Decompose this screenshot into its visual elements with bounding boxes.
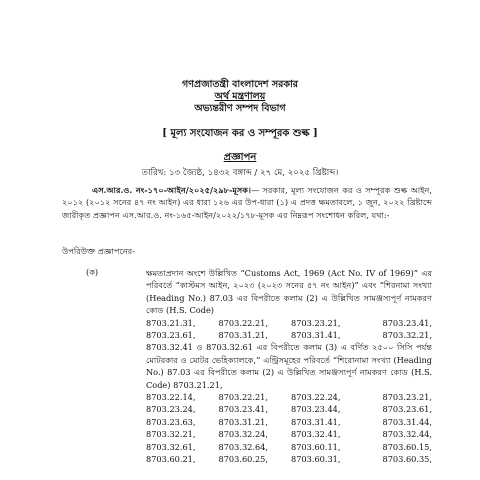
hs-code: 8703.22.21,	[218, 317, 268, 328]
hs-code-grid-a	[146, 317, 432, 342]
item-tail: 8703.32.41 ও 8703.32.61 এর বিপরীতে কলাম (3) এ বর্ণিত ২৫০০ সিসি পর্যন্ত মোটরকার ও মোটর ভেহিক্যালকে,” এন্ট্রিসমূহের পরিবর্তে “শিরোনামা সংখ্যা (Heading No.) 87.03 এর বিপরীতে কলাম (2) এ উল্লিখিত সামঞ্জস্যপূর্ণ নামকরণ কোড (H.S. Code) 8703.21.21,	[146, 342, 432, 390]
hs-code: 8703.22.21,	[218, 392, 268, 403]
hs-code: 8703.60.15,	[382, 441, 432, 452]
sro-number: এস.আর.ও. নং-১৭০-আইন/২০২৫/২৯৮-মূসক।	[92, 185, 251, 195]
hs-code: 8703.32.21,	[382, 330, 432, 341]
division-title: অভ্যন্তরীণ সম্পদ বিভাগ	[194, 103, 286, 114]
hs-code: 8703.31.21,	[218, 330, 268, 341]
hs-code: 8703.31.41,	[291, 330, 341, 341]
section-title: [ মূল্য সংযোজন কর ও সম্পূরক শুল্ক ]	[162, 128, 318, 139]
hs-code: 8703.32.61,	[146, 441, 196, 452]
hs-code: 8703.32.64,	[218, 441, 268, 452]
hs-code: 8703.22.14,	[146, 392, 196, 403]
item-marker: (ক)	[86, 267, 99, 277]
hs-code: 8703.23.24,	[146, 404, 196, 415]
hs-code: 8703.60.31,	[291, 454, 341, 465]
hs-code: 8703.31.21,	[218, 416, 268, 427]
govt-title: গণপ্রজাতন্ত্রী বাংলাদেশ সরকার	[182, 79, 298, 90]
hs-code: 8703.23.21,	[291, 317, 341, 328]
hs-code: 8703.31.41,	[291, 416, 341, 427]
hs-code: 8703.32.44,	[382, 429, 432, 440]
hs-code: 8703.32.24,	[218, 429, 268, 440]
hs-code: 8703.23.61,	[382, 404, 432, 415]
hs-code: 8703.60.21,	[146, 454, 196, 465]
hs-code: 8703.31.44,	[382, 416, 432, 427]
hs-code: 8703.32.41,	[291, 429, 341, 440]
notice-type: প্রজ্ঞাপন	[223, 152, 257, 163]
upari-line: উপরিউক্ত প্রজ্ঞাপনের-	[62, 246, 136, 256]
hs-code: 8703.60.25,	[218, 454, 268, 465]
hs-code: 8703.22.24,	[291, 392, 341, 403]
hs-code: 8703.60.35,	[382, 454, 432, 465]
hs-code: 8703.23.21,	[382, 392, 432, 403]
item-ka-body	[146, 267, 432, 466]
item-intro: ক্ষমতাপ্রদান অংশে উল্লিখিত “Customs Act, 1969 (Act No. IV of 1969)” এর পরিবর্তে “কাস্টমস আইন, ২০২৩ (২০২৩ সনের ৫৭ নং আইন)” এবং “শিরনামা সংখ্যা (Heading No.) 87.03 এর বিপরীতে কলাম (2) এ উল্লিখিত সামঞ্জস্যপূর্ণ নামকরণ কোড (H.S. Code)	[146, 268, 432, 316]
hs-code: 8703.23.44,	[291, 404, 341, 415]
hs-code: 8703.21.31,	[146, 317, 196, 328]
lead-body: — সরকার, মূল্য সংযোজন কর ও সম্পূরক শুল্ক আইন, ২০১২ (২০১২ সনের ৪৭ নং আইন) এর ধারা ১২৬ এর উপ-ধারা (১) এ প্রদত্ত ক্ষমতাবলে, ১ জুন, ২০২২ খ্রিষ্টাব্দে জারীকৃত প্রজ্ঞাপন এস.আর.ও. নং-১৬৫-আইন/২০২২/১৭৮-মূসক এর নিম্নরূপ সংশোধন করিল, যথা:-	[62, 185, 432, 220]
hs-code: 8703.60.11,	[291, 441, 341, 452]
ministry-title: অর্থ মন্ত্রণালয়	[214, 91, 266, 102]
hs-code-grid-b	[146, 391, 432, 465]
date-line: তারিখ: ১৩ জ্যৈষ্ঠ, ১৪৩২ বঙ্গাব্দ / ২৭ মে, ২০২৫ খ্রিষ্টাব্দ।	[141, 168, 339, 178]
hs-code: 8703.32.21,	[146, 429, 196, 440]
lead-paragraph	[62, 184, 432, 221]
hs-code: 8703.23.41,	[218, 404, 268, 415]
hs-code: 8703.23.41,	[382, 317, 432, 328]
hs-code: 8703.23.63,	[146, 416, 196, 427]
hs-code: 8703.23.61,	[146, 330, 196, 341]
